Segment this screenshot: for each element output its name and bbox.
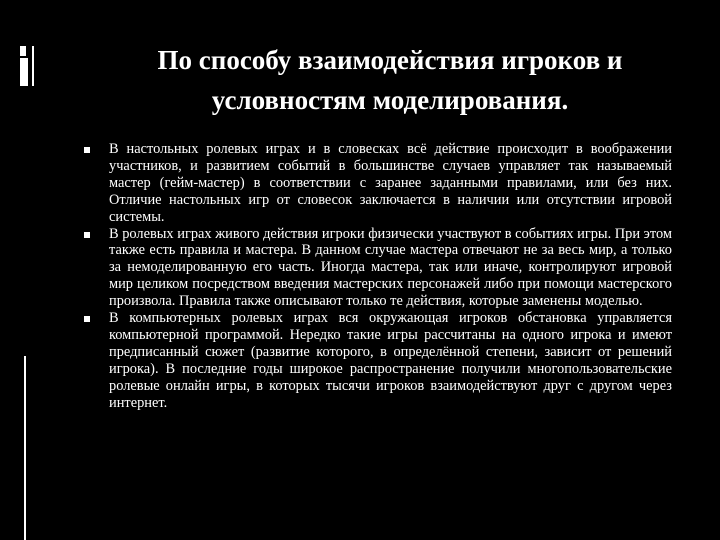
decorative-bar-top-icon (20, 46, 26, 56)
bullet-item (84, 310, 672, 411)
bullet-item (84, 226, 672, 311)
decorative-bar-thin-icon (32, 46, 34, 86)
bullet-square-icon (84, 232, 90, 238)
bullet-text: В ролевых играх живого действия игроки физически участвуют в событиях игры. При этом также есть правила и мастера. В данном случае мастера отвечают не за весь мир, а только за немоделированную его часть. Иногда мастера, так или иначе, контролируют игровой мир целиком посредством введения мастерских персонажей либо при помощи мастерского произвола. Правила также описывают только те действия, которые заменены моделью. (109, 225, 672, 310)
bullet-square-icon (84, 147, 90, 153)
slide-title: По способу взаимодействия игроков и условностям моделирования. (157, 45, 623, 115)
bullet-item (84, 141, 672, 226)
bullet-list (84, 141, 672, 412)
bullet-text: В настольных ролевых играх и в словесках всё действие происходит в воображении участников, и развитием событий в большинстве случаев управляет так называемый мастер (гейм-мастер) в соответствии с заранее заданными правилами, или без них. Отличие настольных игр от словесок заключается в наличии или отсутствии игровой системы. (109, 141, 672, 225)
decorative-bar-line-icon (24, 356, 26, 540)
decorative-bar-thick-icon (20, 58, 28, 86)
bullet-text: В компьютерных ролевых играх вся окружающая игроков обстановка управляется компьютерной программой. Нередко такие игры рассчитаны на одного игрока и имеют предписанный сюжет (развитие которого, в определённой степени, зависит от решений игрока). В последние годы широкое распространение получили многопользовательские ролевые онлайн игры, в которых тысячи игроков взаимодействуют друг с другом через интернет. (109, 310, 672, 411)
bullet-square-icon (84, 316, 90, 322)
